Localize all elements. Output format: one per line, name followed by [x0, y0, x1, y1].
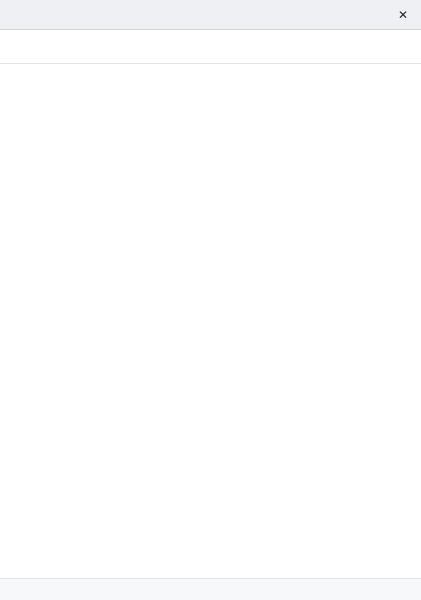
main-content — [0, 64, 421, 578]
close-icon[interactable]: ✕ — [397, 7, 409, 22]
title-bar — [0, 0, 421, 30]
status-bar — [0, 578, 421, 600]
toolbar — [0, 30, 421, 64]
